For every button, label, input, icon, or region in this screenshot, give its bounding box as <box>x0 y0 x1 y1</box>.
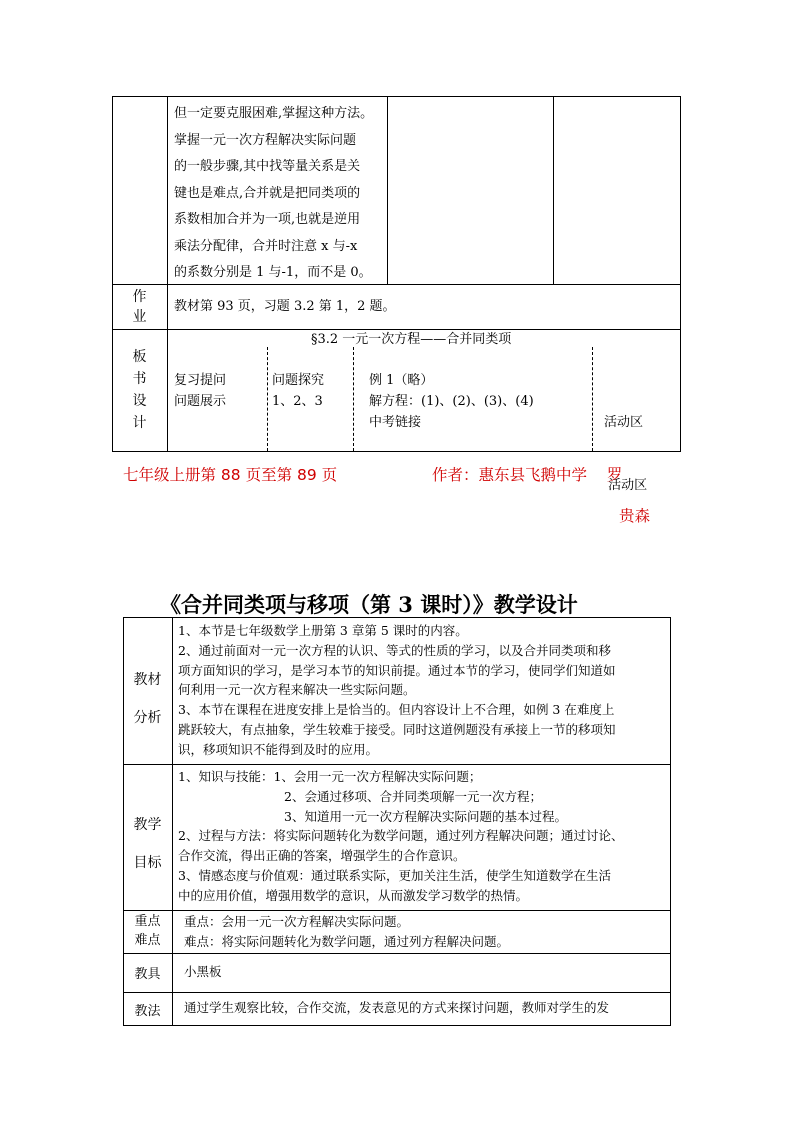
text-line: 的系数分别是 1 与-1，而不是 0。 <box>174 265 372 280</box>
text-line: 系数相加合并为一项,也就是逆用 <box>174 212 361 227</box>
goals-content <box>178 767 668 906</box>
analysis-content <box>178 621 616 760</box>
text-line: 例 1（略） <box>369 373 434 388</box>
text-line: 合作交流，得出正确的答案，增强学生的合作意识。 <box>178 848 466 864</box>
text-line: 3、本节在课程在进度安排上是恰当的。但内容设计上不合理，如例 3 在难度上 <box>178 702 615 718</box>
label-text: 教学 <box>133 817 162 833</box>
text-line: 3、情感态度与价值观：通过联系实际，更加关注生活，使学生知道数学在生活 <box>178 867 611 883</box>
goals-label <box>123 806 172 882</box>
board-col-examples <box>369 370 534 433</box>
label-text: 分析 <box>133 710 162 726</box>
key-points-label <box>123 912 172 950</box>
homework-text: 教材第 93 页，习题 3.2 第 1，2 题。 <box>174 299 396 314</box>
text-line: 掌握一元一次方程解决实际问题 <box>174 132 357 148</box>
text-line: 3、知道用一元一次方程解决实际问题的基本过程。 <box>284 808 567 824</box>
method-label: 教法 <box>134 1004 161 1019</box>
text-line: 乘法分配律，合并时注意 x 与-x <box>174 238 358 254</box>
text-line: 项方面知识的学习，是学习本节的知识前提。通过本节的学习，使同学们知道如 <box>178 662 616 678</box>
analysis-label <box>123 661 172 737</box>
text-line: 解方程：(1)、(2)、(3)、(4) <box>369 394 534 409</box>
text-line: 1、知识与技能：1、会用一元一次方程解决实际问题； <box>178 769 482 784</box>
method-content: 通过学生观察比较，合作交流，发表意见的方式来探讨问题，教师对学生的发 <box>184 1000 610 1015</box>
text-line: 键也是难点,合并就是把同类项的 <box>174 185 361 201</box>
author-name-continued: 贵森 <box>619 507 651 525</box>
label-char: 业 <box>132 309 147 325</box>
text-line: 2、会通过移项、合并同类项解一元一次方程； <box>284 788 542 804</box>
text-line: 问题探究 <box>272 373 325 388</box>
tools-content: 小黑板 <box>184 964 222 979</box>
text-line: 中考链接 <box>369 415 422 430</box>
text-line: 的一般步骤,其中找等量关系是关 <box>174 159 361 174</box>
text-line: 识，移项知识不能得到及时的应用。 <box>178 741 379 757</box>
text-line: 活动区 <box>604 415 644 430</box>
homework-label <box>112 287 167 327</box>
text-line: 中的应用价值，增强用数学的意识，从而激发学习数学的热情。 <box>178 887 529 903</box>
key-points-content <box>184 912 509 952</box>
label-char: 书 <box>132 371 147 387</box>
continuation-text <box>174 101 373 287</box>
text-line: 难点：将实际问题转化为数学问题，通过列方程解决问题。 <box>184 933 510 949</box>
text-line: 问题展示 <box>174 394 227 409</box>
text-line: 跳跃较大，有点抽象，学生较难于接受。同时这道例题没有承接上一节的移项知 <box>178 721 616 737</box>
board-design-label <box>112 346 167 434</box>
author-line: 作者：惠东县飞鹅中学 罗 <box>432 466 623 484</box>
label-char: 板 <box>132 349 147 365</box>
text-line: 1、本节是七年级数学上册第 3 章第 5 课时的内容。 <box>178 623 468 638</box>
page-title: 《合并同类项与移项（第 3 课时）》教学设计 <box>160 592 578 617</box>
label-text: 重点 <box>134 914 161 929</box>
text-line: 但一定要克服困难,掌握这种方法。 <box>174 106 374 121</box>
label-text: 难点 <box>134 933 161 948</box>
text-line: 活动区 <box>604 478 648 493</box>
label-char: 设 <box>132 393 147 409</box>
label-char: 计 <box>132 415 147 431</box>
board-col-explore <box>272 370 324 412</box>
tools-label: 教具 <box>134 967 161 982</box>
label-text: 目标 <box>133 855 162 871</box>
board-title: §3.2 一元一次方程——合并同类项 <box>311 332 512 347</box>
board-col-review <box>174 370 226 412</box>
text-line: 2、过程与方法：将实际问题转化为数学问题，通过列方程解决问题；通过讨论、 <box>178 828 624 844</box>
text-line: 1、2、3 <box>272 394 323 409</box>
text-line: 何利用一元一次方程来解决一些实际问题。 <box>178 682 416 698</box>
text-line: 重点：会用一元一次方程解决实际问题。 <box>184 914 410 929</box>
text-line: 2、通过前面对一元一次方程的认识、等式的性质的学习，以及合并同类项和移 <box>178 642 611 658</box>
text-line: 复习提问 <box>174 373 227 388</box>
label-char: 作 <box>132 289 147 305</box>
source-pages: 七年级上册第 88 页至第 89 页 <box>123 466 338 484</box>
label-text: 教材 <box>133 672 162 688</box>
